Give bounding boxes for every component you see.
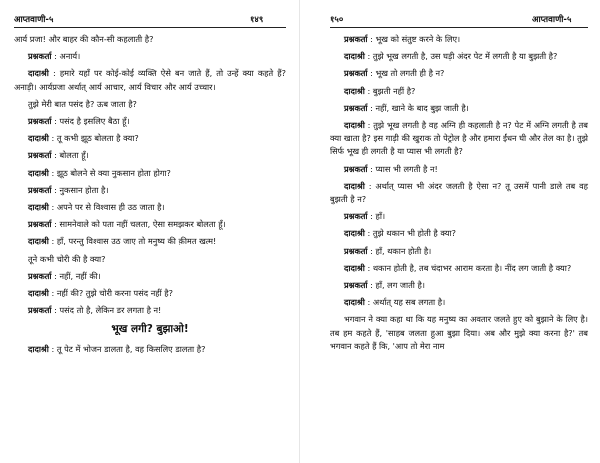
body-paragraph: भगवान ने क्या कहा था कि यह मनुष्य का अवतार जलते हुए को बुझाने के लिए है। तब हम कहते हैं, 'साहब जलता हुआ बुझा दिया। अब और मुझे क्या करना है?' तब भगवान कहते हैं कि, 'आप तो मेरा नाम	[330, 314, 588, 351]
page-body	[14, 33, 286, 360]
speaker-label: दादाश्री	[344, 297, 365, 308]
speaker-label: प्रश्नकर्ता	[28, 305, 52, 316]
dialogue-paragraph	[14, 184, 286, 197]
speaker-separator: :	[364, 297, 373, 308]
speaker-separator: :	[48, 68, 60, 79]
speaker-separator: :	[48, 202, 57, 213]
dialogue-paragraph	[330, 245, 588, 258]
speaker-label: प्रश्नकर्ता	[344, 34, 368, 44]
dialogue-paragraph	[330, 85, 588, 98]
speaker-label: दादाश्री	[344, 228, 365, 239]
dialogue-text: पसंद तो है, लेकिन डर लगता है न!	[59, 305, 162, 316]
dialogue-paragraph	[14, 67, 286, 93]
speaker-label: दादाश्री	[344, 51, 365, 62]
speaker-label: दादाश्री	[28, 343, 49, 354]
speaker-separator: :	[364, 85, 373, 96]
dialogue-text: नहीं, नहीं की।	[59, 270, 101, 281]
dialogue-paragraph	[330, 102, 588, 115]
running-title: आप्तवाणी-५	[14, 15, 54, 25]
speaker-separator: :	[51, 116, 60, 127]
speaker-separator: :	[367, 163, 376, 174]
speaker-label: दादाश्री	[28, 202, 49, 213]
dialogue-paragraph	[14, 343, 286, 356]
speaker-label: दादाश्री	[28, 236, 49, 247]
dialogue-paragraph	[14, 235, 286, 248]
dialogue-text: तू पेट में भोजन डालता है, वह किसलिए डालता है?	[56, 343, 206, 354]
dialogue-paragraph	[330, 180, 588, 206]
speaker-separator: :	[367, 102, 376, 113]
dialogue-text: बुझती नहीं है?	[372, 85, 416, 96]
dialogue-paragraph	[330, 279, 588, 292]
dialogue-paragraph	[330, 227, 588, 240]
dialogue-text: अर्थात् यह सब लगता है।	[372, 297, 446, 308]
speaker-separator: :	[51, 270, 60, 281]
dialogue-text: पसंद है इसलिए बैठा हूँ।	[59, 116, 130, 127]
dialogue-text: हाँ, लग जाती है।	[375, 280, 425, 291]
section-heading: भूख लगी? बुझाओ!	[111, 323, 189, 336]
dialogue-text: नुकसान होता है।	[59, 184, 109, 195]
dialogue-text: अनार्य।	[59, 51, 81, 62]
speaker-separator: :	[367, 211, 376, 222]
dialogue-paragraph	[330, 50, 588, 63]
dialogue-text: बोलता हूँ।	[59, 150, 89, 161]
speaker-label: दादाश्री	[28, 167, 49, 178]
speaker-separator: :	[51, 150, 60, 161]
dialogue-paragraph	[14, 132, 286, 145]
right-page	[300, 0, 600, 463]
speaker-separator: :	[367, 280, 376, 291]
speaker-separator: :	[367, 68, 376, 79]
dialogue-paragraph	[330, 119, 588, 159]
dialogue-text: अपने पर से विश्वास ही उठ जाता है।	[56, 202, 165, 213]
speaker-separator: :	[364, 180, 376, 191]
speaker-label: दादाश्री	[28, 68, 49, 79]
speaker-label: प्रश्नकर्ता	[28, 184, 52, 195]
dialogue-text: हमारे यहाँ पर कोई-कोई व्यक्ति ऐसे बन जाते हैं, तो उन्हें क्या कहते हैं? अनाड़ी। आर्यप्रजा अर्थात् आर्य आचार, आर्य विचार और आर्य उच्चार।	[14, 68, 286, 92]
speaker-separator: :	[364, 51, 373, 62]
speaker-separator: :	[48, 133, 57, 144]
speaker-label: दादाश्री	[344, 85, 365, 96]
dialogue-paragraph	[14, 115, 286, 128]
speaker-separator: :	[364, 228, 373, 239]
dialogue-text: हाँ, परन्तु विश्वास उठ जाए तो मनुष्य की क़ीमत खत्म!	[56, 236, 217, 247]
speaker-separator: :	[364, 120, 374, 131]
dialogue-text: तू कभी झूठ बोलता है क्या?	[56, 133, 139, 144]
dialogue-text: थकान होती है, तब चंदाभर आराम करता है। नींद लग जाती है क्या?	[372, 262, 572, 273]
speaker-label: प्रश्नकर्ता	[28, 116, 52, 127]
speaker-separator: :	[51, 51, 60, 62]
header-rule	[14, 27, 286, 28]
speaker-label: दादाश्री	[344, 262, 365, 273]
speaker-separator: :	[51, 219, 60, 230]
speaker-separator: :	[367, 245, 376, 256]
dialogue-paragraph	[14, 201, 286, 214]
dialogue-text: नहीं की? तुझे चोरी करना पसंद नहीं है?	[56, 288, 173, 299]
speaker-label: दादाश्री	[344, 180, 365, 191]
dialogue-paragraph	[330, 262, 588, 275]
speaker-separator: :	[364, 262, 373, 273]
dialogue-text: प्यास भी लगती है न!	[375, 163, 438, 174]
speaker-separator: :	[48, 343, 57, 354]
body-paragraph: आर्य प्रजा! और बाहर की कौन-सी कहलाती है?	[14, 34, 154, 44]
speaker-label: प्रश्नकर्ता	[28, 219, 52, 230]
speaker-separator: :	[51, 305, 60, 316]
dialogue-paragraph	[14, 287, 286, 300]
dialogue-paragraph	[14, 50, 286, 63]
speaker-label: प्रश्नकर्ता	[344, 68, 368, 79]
speaker-label: प्रश्नकर्ता	[344, 163, 368, 174]
speaker-label: दादाश्री	[344, 120, 365, 131]
dialogue-paragraph	[330, 296, 588, 309]
speaker-label: प्रश्नकर्ता	[28, 270, 52, 281]
dialogue-paragraph	[14, 149, 286, 162]
body-paragraph: तुझे मेरी बात पसंद है? ऊब जाता है?	[28, 98, 137, 109]
speaker-separator: :	[367, 34, 376, 44]
dialogue-text: नहीं, खाने के बाद बुझ जाती है।	[375, 102, 469, 113]
header-rule	[330, 27, 588, 28]
page-number: १४९	[250, 15, 264, 25]
speaker-separator: :	[48, 288, 57, 299]
dialogue-text: तुझे भूख लगती है वह अग्नि ही कहलाती है न? पेट में अग्नि लगती है तब क्या खाता है? इस गाड़ी की खुराक तो पेट्रोल है और हमारा ईंधन घी और तेल का है। तुझे सिर्फ भूख ही लगती है या प्यास भी लगती है?	[330, 120, 588, 157]
speaker-label: प्रश्नकर्ता	[28, 150, 52, 161]
speaker-label: प्रश्नकर्ता	[28, 51, 52, 62]
dialogue-paragraph	[330, 67, 588, 80]
dialogue-text: हाँ।	[375, 211, 386, 222]
speaker-separator: :	[48, 167, 57, 178]
dialogue-paragraph	[14, 218, 286, 231]
dialogue-paragraph	[14, 270, 286, 283]
dialogue-paragraph	[14, 167, 286, 180]
dialogue-text: तुझे भूख लगती है, उस घड़ी अंदर पेट में लगती है या बुझती है?	[372, 51, 558, 62]
dialogue-paragraph	[330, 210, 588, 223]
dialogue-text: सामनेवाले को पता नहीं चलता, ऐसा समझकर बोलता हूँ।	[59, 219, 226, 230]
dialogue-text: अर्थात् प्यास भी अंदर जलती है ऐसा न? तू उसमें पानी डाले तब वह बुझती है न?	[330, 180, 588, 205]
speaker-label: दादाश्री	[28, 288, 49, 299]
dialogue-text: हाँ, थकान होती है।	[375, 245, 432, 256]
speaker-label: प्रश्नकर्ता	[344, 280, 368, 291]
dialogue-text: भूख को संतुष्ट करने के लिए।	[375, 34, 461, 44]
page-body	[330, 33, 588, 357]
speaker-separator: :	[48, 236, 57, 247]
dialogue-paragraph	[330, 163, 588, 176]
dialogue-text: झूठ बोलने से क्या नुकसान होता होगा?	[56, 167, 171, 178]
page-number: १५०	[330, 15, 344, 25]
speaker-separator: :	[51, 184, 60, 195]
dialogue-paragraph	[14, 304, 286, 317]
speaker-label: प्रश्नकर्ता	[344, 245, 368, 256]
running-title: आप्तवाणी-५	[532, 15, 572, 25]
dialogue-text: तुझे थकान भी होती है क्या?	[372, 228, 456, 239]
dialogue-paragraph	[330, 33, 588, 46]
speaker-label: प्रश्नकर्ता	[344, 211, 368, 222]
speaker-label: दादाश्री	[28, 133, 49, 144]
dialogue-text: भूख तो लगती ही है न?	[375, 68, 445, 79]
speaker-label: प्रश्नकर्ता	[344, 102, 368, 113]
body-paragraph: तूने कभी चोरी की है क्या?	[28, 253, 106, 264]
